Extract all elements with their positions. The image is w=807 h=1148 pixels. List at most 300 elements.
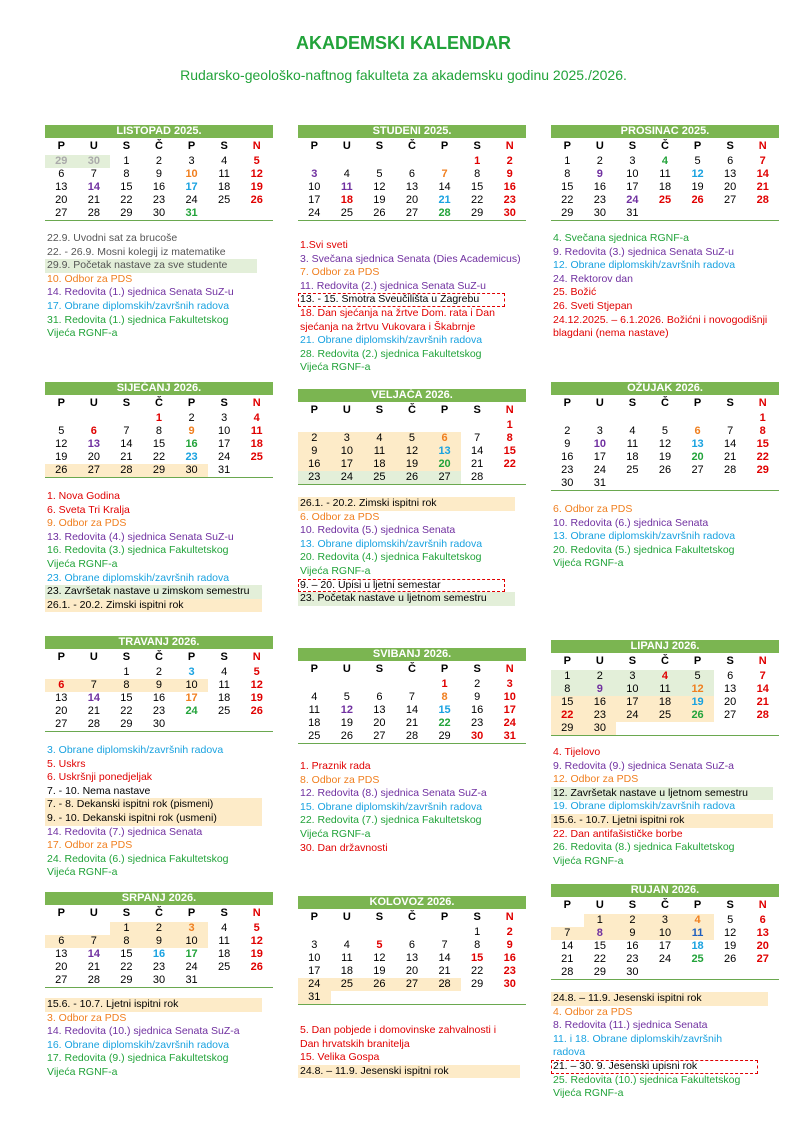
event-note: 15. Obrane diplomskih/završnih radova — [300, 800, 483, 813]
event-notes — [551, 746, 796, 868]
day-cell: 26 — [396, 471, 429, 484]
day-cell: 16 — [152, 948, 166, 960]
day-cell — [45, 412, 78, 425]
weekday-label: P — [563, 899, 571, 911]
month-calendar — [551, 125, 779, 221]
weekday-label: U — [595, 397, 604, 409]
day-cell — [746, 207, 779, 220]
event-note: 1. Praznik rada — [300, 760, 371, 772]
day-cell: 10 — [175, 679, 208, 692]
day-cell — [331, 419, 364, 432]
day-cell: 19 — [691, 181, 704, 193]
day-cell: 19 — [250, 948, 263, 960]
day-cell: 28 — [471, 471, 484, 483]
day-cell: 3 — [311, 939, 318, 951]
day-cell: 18 — [340, 965, 353, 977]
event-notes — [551, 232, 796, 341]
day-cell — [208, 718, 241, 731]
day-cell: 13 — [724, 683, 737, 695]
day-cell: 3 — [188, 666, 195, 678]
day-cell: 31 — [185, 207, 198, 219]
day-cell: 27 — [405, 207, 419, 219]
event-notes — [45, 490, 290, 612]
day-cell: 4 — [343, 168, 350, 180]
day-cell: 6 — [376, 691, 383, 703]
day-cell: 7 — [727, 425, 734, 437]
weekday-label: S — [628, 655, 637, 667]
day-cell: 27 — [396, 978, 429, 991]
day-cell — [714, 722, 747, 735]
day-cell: 12 — [373, 952, 386, 964]
day-cell: 20 — [756, 940, 769, 952]
event-note: 12. Obrane diplomskih/završnih radova — [553, 259, 736, 272]
day-cell: 27 — [373, 730, 386, 742]
weekday-label: U — [89, 397, 98, 409]
day-cell: 14 — [438, 952, 451, 964]
day-cell: 9 — [188, 425, 195, 437]
day-cell — [240, 464, 273, 477]
event-note: 30. Dan državnosti — [300, 841, 388, 854]
day-cell: 22 — [471, 194, 484, 206]
day-cell — [428, 926, 461, 939]
month-calendar — [298, 896, 526, 1005]
day-grid — [551, 155, 779, 221]
day-cell: 5 — [681, 670, 714, 683]
day-cell: 30 — [78, 155, 111, 168]
event-note: 13. Obrane diplomskih/završnih radova — [300, 537, 483, 550]
day-cell — [78, 666, 111, 679]
day-cell: 28 — [87, 718, 100, 730]
day-cell: 23 — [584, 709, 617, 722]
day-cell: 4 — [221, 922, 228, 934]
day-cell: 6 — [759, 914, 766, 926]
day-cell — [175, 718, 208, 731]
day-cell: 25 — [218, 705, 231, 717]
weekday-label: U — [342, 663, 351, 675]
day-grid — [298, 419, 526, 485]
weekday-label: P — [310, 663, 318, 675]
event-note: 15. Velika Gospa — [300, 1051, 380, 1064]
weekday-label: S — [473, 140, 481, 152]
day-cell: 1 — [474, 926, 481, 938]
day-cell: 8 — [474, 939, 481, 951]
day-cell: 23 — [298, 471, 331, 484]
day-cell: 22 — [551, 709, 584, 722]
day-cell: 16 — [503, 181, 516, 193]
event-note: 6. Odbor za PDS — [300, 510, 380, 523]
month-title: SVIBANJ 2026. — [298, 648, 526, 661]
day-cell: 9 — [143, 679, 176, 692]
month-title: RUJAN 2026. — [551, 884, 779, 897]
day-cell: 11 — [218, 935, 230, 947]
day-cell: 26 — [45, 464, 78, 477]
day-cell: 20 — [724, 696, 737, 708]
day-grid — [45, 155, 273, 221]
month-calendar — [45, 636, 273, 732]
day-cell: 12 — [373, 181, 386, 193]
day-cell: 22 — [561, 194, 574, 206]
day-cell: 22 — [438, 717, 451, 729]
weekday-label: N — [505, 911, 514, 923]
day-cell: 28 — [428, 978, 461, 991]
day-cell: 21 — [87, 961, 100, 973]
weekday-label: N — [758, 899, 767, 911]
day-cell: 1 — [474, 155, 481, 167]
day-cell: 17 — [626, 181, 639, 193]
day-cell: 4 — [649, 670, 682, 683]
event-notes — [298, 239, 543, 375]
day-cell — [396, 155, 429, 168]
weekday-label: S — [122, 907, 131, 919]
weekday-label: P — [693, 397, 702, 409]
event-note: 25. Redovita (10.) sjednica Fakultetskog Vijeća RGNF-a — [553, 1073, 741, 1100]
day-cell: 28 — [561, 966, 574, 978]
weekday-header — [298, 661, 526, 678]
weekday-label: Č — [661, 655, 669, 667]
day-cell — [396, 678, 429, 691]
day-cell: 24 — [218, 451, 231, 463]
month-calendar — [298, 125, 526, 221]
day-cell: 30 — [152, 207, 166, 219]
day-cell — [363, 155, 396, 168]
day-cell: 4 — [311, 691, 318, 703]
day-cell: 14 — [724, 438, 737, 450]
weekday-label: S — [726, 899, 734, 911]
day-cell: 22 — [593, 953, 606, 965]
day-cell: 25 — [691, 953, 704, 965]
day-grid — [298, 926, 526, 1005]
day-cell: 21 — [724, 451, 737, 463]
event-note: 13. - 15. Smotra Sveučilišta u Zagrebu — [298, 293, 505, 307]
event-note: 24. Rektorov dan — [553, 272, 633, 285]
day-cell: 21 — [87, 705, 100, 717]
day-cell: 25 — [250, 451, 263, 463]
day-cell: 14 — [561, 940, 574, 952]
day-cell: 21 — [471, 458, 484, 470]
day-cell: 7 — [408, 691, 416, 703]
day-cell: 6 — [45, 679, 78, 692]
event-note: 11. Redovita (2.) sjednica Senata SuZ-u — [300, 279, 486, 292]
day-cell: 7 — [474, 432, 481, 444]
day-cell — [363, 678, 396, 691]
day-cell: 5 — [376, 168, 383, 180]
day-cell: 31 — [626, 207, 639, 219]
day-cell — [461, 419, 494, 432]
day-cell: 27 — [724, 194, 737, 206]
event-note: 23. Obrane diplomskih/završnih radova — [47, 571, 230, 584]
day-cell: 29 — [561, 207, 574, 219]
day-cell: 20 — [405, 965, 419, 977]
weekday-label: P — [187, 140, 196, 152]
day-cell: 3 — [596, 425, 603, 437]
weekday-label: S — [122, 397, 131, 409]
weekday-label: U — [89, 651, 98, 663]
day-cell: 3 — [629, 155, 636, 167]
day-cell: 23 — [593, 194, 606, 206]
weekday-label: P — [440, 911, 449, 923]
event-note: 23. Završetak nastave u zimskom semestru — [45, 585, 262, 599]
day-cell: 22 — [120, 705, 133, 717]
month-title: KOLOVOZ 2026. — [298, 896, 526, 909]
day-cell: 2 — [298, 432, 331, 445]
weekday-label: N — [758, 397, 767, 409]
weekday-label: S — [220, 140, 228, 152]
weekday-label: Č — [661, 397, 669, 409]
day-cell — [649, 966, 682, 979]
month-calendar — [551, 382, 779, 491]
day-cell: 2 — [506, 155, 513, 167]
event-note: 14. Redovita (10.) sjednica Senata SuZ-a — [47, 1025, 240, 1038]
day-cell: 3 — [188, 155, 195, 167]
weekday-header — [551, 897, 779, 914]
day-cell — [78, 412, 111, 425]
day-cell: 14 — [756, 683, 769, 695]
day-cell — [331, 155, 364, 168]
day-cell: 29 — [120, 974, 133, 986]
weekday-label: N — [505, 404, 514, 416]
event-note: 22. - 26.9. Mosni kolegij iz matematike — [47, 245, 226, 258]
weekday-label: Č — [408, 140, 416, 152]
day-cell: 8 — [110, 935, 143, 948]
day-cell: 27 — [55, 974, 68, 986]
day-cell: 27 — [55, 718, 68, 730]
weekday-header — [298, 402, 526, 419]
day-cell: 7 — [90, 168, 97, 180]
weekday-label: S — [220, 651, 228, 663]
event-notes — [45, 744, 290, 880]
day-cell: 1 — [564, 155, 571, 167]
day-grid — [45, 922, 273, 988]
day-cell: 11 — [341, 952, 353, 964]
event-note: 18. Dan sjećanja na žrtve Dom. rata i Dan sjećanja na žrtvu Vukovara i Škabrnje — [300, 306, 495, 333]
day-cell — [110, 412, 143, 425]
event-note: 13. Obrane diplomskih/završnih radova — [553, 530, 736, 543]
weekday-header — [45, 395, 273, 412]
day-cell: 14 — [756, 168, 769, 180]
day-cell: 22 — [503, 458, 516, 470]
month-title: SIJEČANJ 2026. — [45, 382, 273, 395]
day-cell: 18 — [218, 692, 231, 704]
month-calendar — [298, 389, 526, 485]
day-cell: 12 — [250, 679, 263, 691]
day-cell — [428, 155, 461, 168]
month-title: SRPANJ 2026. — [45, 892, 273, 905]
day-cell: 19 — [250, 692, 263, 704]
day-cell: 24 — [185, 961, 198, 973]
event-note: 26. Redovita (8.) sjednica Fakultetskog Vijeća RGNF-a — [553, 841, 735, 867]
weekday-label: U — [89, 140, 98, 152]
event-note: 7. Odbor za PDS — [300, 266, 380, 279]
day-cell: 6 — [408, 168, 416, 180]
weekday-label: S — [473, 663, 481, 675]
day-cell — [396, 419, 429, 432]
event-note: 3. Svečana sjednica Senata (Dies Academicus) — [300, 252, 521, 265]
day-cell: 2 — [584, 670, 617, 683]
day-cell: 14 — [87, 181, 100, 193]
day-cell: 3 — [175, 922, 208, 935]
day-cell — [331, 926, 364, 939]
day-cell — [551, 914, 584, 927]
month-title: TRAVANJ 2026. — [45, 636, 273, 649]
day-cell: 13 — [405, 181, 419, 193]
day-cell — [616, 412, 649, 425]
event-notes — [298, 497, 543, 606]
day-cell: 8 — [551, 683, 584, 696]
day-cell: 11 — [649, 683, 682, 696]
day-cell: 25 — [363, 471, 396, 484]
day-cell: 26 — [658, 464, 672, 476]
day-cell: 8 — [110, 679, 143, 692]
day-cell — [428, 419, 461, 432]
day-cell: 23 — [471, 717, 484, 729]
event-note: 25. Božić — [553, 286, 597, 299]
event-note: 12. Završetak nastave u ljetnom semestru — [551, 787, 773, 801]
day-cell: 11 — [308, 704, 320, 716]
event-note: 19. Obrane diplomskih/završnih radova — [553, 800, 736, 813]
weekday-header — [45, 138, 273, 155]
weekday-label: N — [252, 397, 261, 409]
day-cell: 5 — [396, 432, 429, 445]
day-cell: 20 — [405, 194, 419, 206]
day-cell: 29 — [120, 207, 133, 219]
day-cell: 1 — [110, 922, 143, 935]
day-cell: 10 — [649, 927, 682, 940]
event-note: 24.8. – 11.9. Jesenski ispitni rok — [298, 1065, 520, 1079]
event-note: 10. Redovita (5.) sjednica Senata — [300, 524, 456, 537]
day-cell: 18 — [658, 181, 672, 193]
day-cell — [616, 477, 649, 490]
weekday-label: P — [310, 404, 318, 416]
weekday-label: S — [473, 911, 481, 923]
day-cell: 1 — [759, 412, 766, 424]
day-cell: 10 — [503, 691, 516, 703]
day-cell: 17 — [185, 948, 198, 960]
day-cell: 26 — [724, 953, 737, 965]
day-cell: 16 — [185, 438, 198, 450]
weekday-label: U — [595, 899, 604, 911]
day-cell: 30 — [626, 966, 639, 978]
weekday-label: S — [375, 911, 384, 923]
month-calendar — [45, 892, 273, 988]
day-cell: 12 — [55, 438, 68, 450]
event-note: 24.8. – 11.9. Jesenski ispitni rok — [551, 992, 768, 1006]
day-grid — [551, 670, 779, 736]
event-notes — [551, 992, 796, 1101]
day-cell — [240, 207, 273, 220]
day-cell: 4 — [221, 155, 228, 167]
day-cell: 2 — [474, 678, 481, 690]
day-cell: 11 — [250, 425, 263, 437]
weekday-label: S — [473, 404, 481, 416]
day-grid — [298, 678, 526, 744]
month-calendar — [298, 648, 526, 744]
day-cell: 26 — [250, 705, 263, 717]
day-cell: 18 — [363, 458, 396, 471]
day-cell: 24 — [185, 194, 198, 206]
day-cell: 27 — [55, 207, 68, 219]
day-cell: 10 — [308, 181, 321, 193]
day-cell: 11 — [626, 438, 639, 450]
day-cell: 21 — [756, 696, 769, 708]
day-cell: 12 — [250, 935, 263, 947]
day-cell: 28 — [87, 974, 100, 986]
day-cell: 19 — [658, 451, 672, 463]
day-cell: 21 — [561, 953, 574, 965]
day-cell — [45, 922, 78, 935]
month-title: STUDENI 2025. — [298, 125, 526, 138]
event-note: 17. Obrane diplomskih/završnih radova — [47, 299, 230, 312]
day-cell: 13 — [55, 948, 68, 960]
event-note: 17. Odbor za PDS — [47, 839, 133, 852]
day-cell: 29 — [45, 155, 78, 168]
day-cell: 10 — [626, 168, 639, 180]
day-cell: 24 — [185, 705, 198, 717]
day-cell: 31 — [185, 974, 198, 986]
event-note: 4. Tijelovo — [553, 746, 601, 758]
day-cell: 15 — [152, 438, 166, 450]
event-note: 26. Sveti Stjepan — [553, 299, 633, 312]
day-cell: 18 — [691, 940, 704, 952]
day-cell: 11 — [363, 445, 396, 458]
event-note: 16. Redovita (3.) sjednica Fakultetskog Vijeća RGNF-a — [47, 544, 229, 570]
event-note: 28. Redovita (2.) sjednica Fakultetskog Vijeća RGNF-a — [300, 347, 482, 374]
day-cell: 17 — [308, 965, 321, 977]
day-cell: 21 — [438, 194, 451, 206]
day-cell: 14 — [405, 704, 419, 716]
day-cell: 13 — [428, 445, 461, 458]
event-note: 3. Odbor za PDS — [47, 1011, 127, 1024]
day-cell: 13 — [55, 181, 68, 193]
day-cell: 6 — [428, 432, 461, 445]
month-calendar — [551, 640, 779, 736]
day-cell: 4 — [253, 412, 260, 424]
weekday-label: U — [342, 404, 351, 416]
day-cell: 1 — [123, 666, 130, 678]
day-cell: 9 — [298, 445, 331, 458]
event-note: 10. Redovita (6.) sjednica Senata — [553, 516, 709, 529]
day-cell — [208, 207, 241, 220]
day-cell: 18 — [218, 948, 231, 960]
day-cell: 3 — [616, 670, 649, 683]
weekday-label: Č — [155, 651, 163, 663]
day-cell: 10 — [308, 952, 321, 964]
day-cell — [240, 974, 273, 987]
day-cell: 19 — [724, 940, 737, 952]
day-cell: 16 — [152, 692, 166, 704]
day-cell: 9 — [564, 438, 571, 450]
day-cell: 2 — [188, 412, 195, 424]
event-note: 4. Odbor za PDS — [553, 1005, 633, 1018]
day-cell: 9 — [506, 939, 513, 951]
day-cell — [551, 412, 584, 425]
day-cell: 8 — [506, 432, 513, 444]
day-cell: 17 — [308, 194, 321, 206]
day-cell — [363, 926, 396, 939]
day-cell: 3 — [221, 412, 228, 424]
day-cell: 9 — [143, 935, 176, 948]
day-cell: 13 — [756, 927, 769, 939]
day-cell: 14 — [471, 445, 484, 457]
day-cell: 13 — [55, 692, 68, 704]
event-note: 14. Redovita (1.) sjednica Senata SuZ-u — [47, 286, 234, 299]
day-cell: 24 — [503, 717, 516, 729]
weekday-label: P — [440, 404, 449, 416]
day-cell — [493, 471, 526, 484]
event-note: 12. Redovita (8.) sjednica Senata SuZ-a — [300, 787, 487, 800]
event-note: 13. Redovita (4.) sjednica Senata SuZ-u — [47, 530, 234, 543]
day-cell: 12 — [396, 445, 429, 458]
day-cell: 12 — [681, 683, 714, 696]
